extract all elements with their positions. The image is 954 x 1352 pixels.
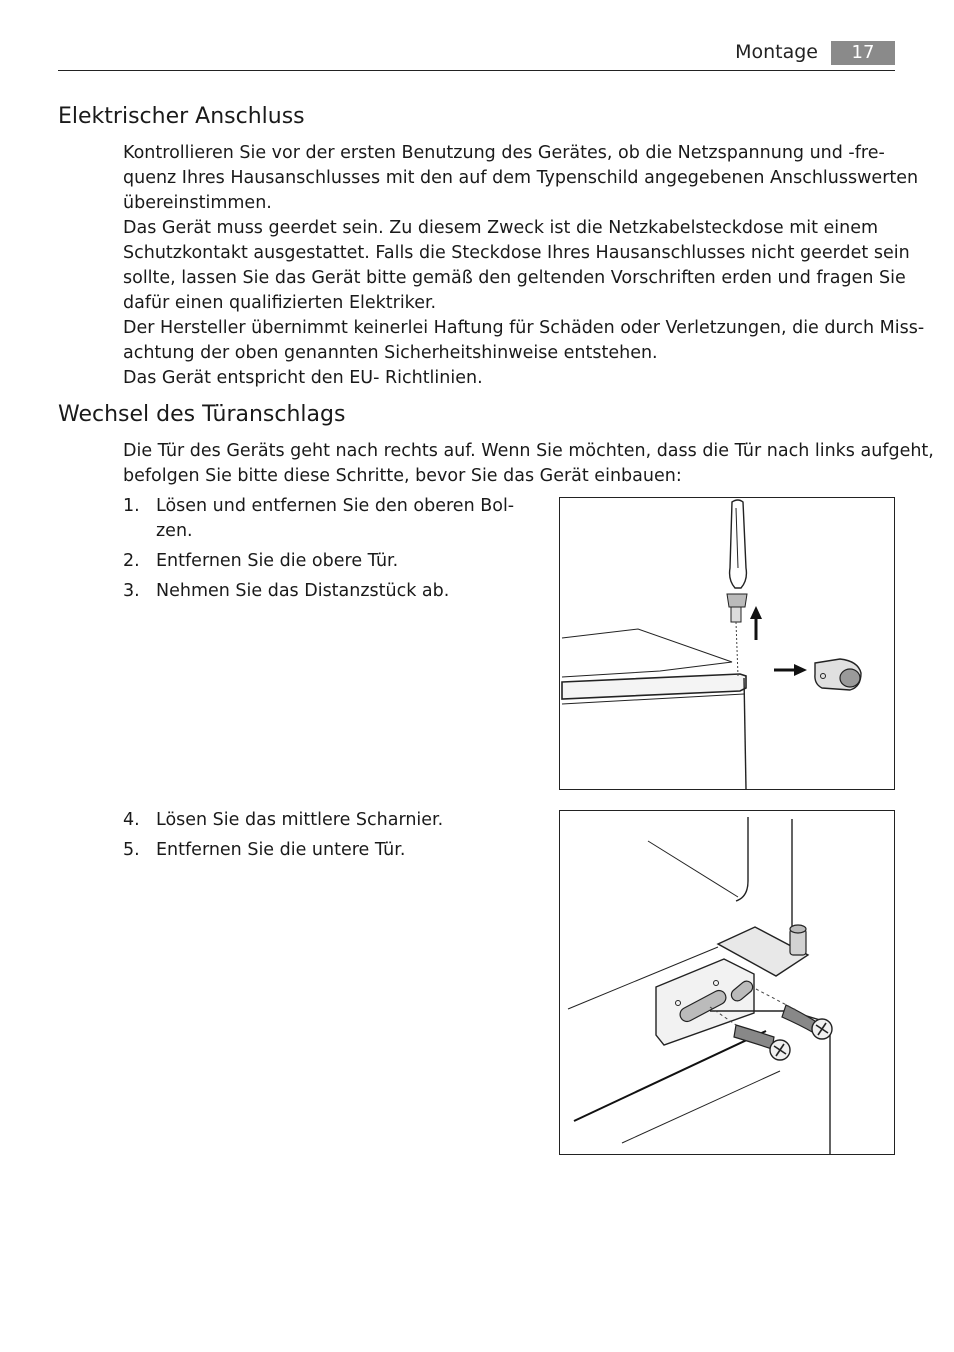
step-number: 3. xyxy=(123,581,140,601)
text-line: befolgen Sie bitte diese Schritte, bevor Sie das Gerät einbauen: xyxy=(123,466,682,486)
section-heading-wechsel-des-tueranschlags: Wechsel des Türanschlags xyxy=(58,402,346,427)
illustration-middle-hinge-svg xyxy=(560,811,894,1154)
screw-icon xyxy=(782,1005,832,1039)
paragraph-haftung xyxy=(123,316,924,366)
text-line: Die Tür des Geräts geht nach rechts auf. Wenn Sie möchten, dass die Tür nach links aufgeht, xyxy=(123,441,934,461)
step-text: Entfernen Sie die untere Tür. xyxy=(156,840,406,860)
text-line: quenz Ihres Hausanschlusses mit den auf dem Typenschild angegebenen Anschlusswerten xyxy=(123,168,919,188)
illustration-upper-bolt-removal xyxy=(559,497,895,790)
running-header-section: Montage xyxy=(735,41,818,63)
text-line: achtung der oben genannten Sicherheitshinweise entstehen. xyxy=(123,343,658,363)
paragraph-erdung xyxy=(123,216,910,316)
step-number: 5. xyxy=(123,840,140,860)
text-line: Das Gerät entspricht den EU- Richtlinien. xyxy=(123,368,483,388)
step-text xyxy=(156,494,516,544)
paragraph-intro-tueranschlag xyxy=(123,439,934,489)
paragraph-netzspannung xyxy=(123,141,918,216)
section-heading-elektrischer-anschluss: Elektrischer Anschluss xyxy=(58,104,305,129)
text-line: sollte, lassen Sie das Gerät bitte gemäß den geltenden Vorschriften erden und fragen Sie xyxy=(123,268,906,288)
page-number-badge: 17 xyxy=(831,41,895,65)
step-text-line: Lösen und entfernen Sie den oberen Bol- xyxy=(156,496,515,516)
step-text-line: zen. xyxy=(156,521,193,541)
step-number: 4. xyxy=(123,810,140,830)
step-number: 2. xyxy=(123,551,140,571)
illustration-upper-bolt-svg xyxy=(560,498,894,789)
step-text: Entfernen Sie die obere Tür. xyxy=(156,551,399,571)
text-line: übereinstimmen. xyxy=(123,193,272,213)
illustration-middle-hinge xyxy=(559,810,895,1155)
step-text: Nehmen Sie das Distanzstück ab. xyxy=(156,581,450,601)
text-line: Das Gerät muss geerdet sein. Zu diesem Zweck ist die Netzkabelsteckdose mit einem xyxy=(123,218,879,238)
step-text: Lösen Sie das mittlere Scharnier. xyxy=(156,810,444,830)
text-line: Kontrollieren Sie vor der ersten Benutzung des Gerätes, ob die Netzspannung und -fre- xyxy=(123,143,885,163)
paragraph-eu-richtlinien xyxy=(123,366,483,391)
text-line: Schutzkontakt ausgestattet. Falls die Steckdose Ihres Hausanschlusses nicht geerdet sein xyxy=(123,243,910,263)
step-number: 1. xyxy=(123,496,140,516)
header-divider xyxy=(58,70,895,71)
text-line: dafür einen qualifizierten Elektriker. xyxy=(123,293,437,313)
text-line: Der Hersteller übernimmt keinerlei Haftung für Schäden oder Verletzungen, die durch Miss- xyxy=(123,318,925,338)
